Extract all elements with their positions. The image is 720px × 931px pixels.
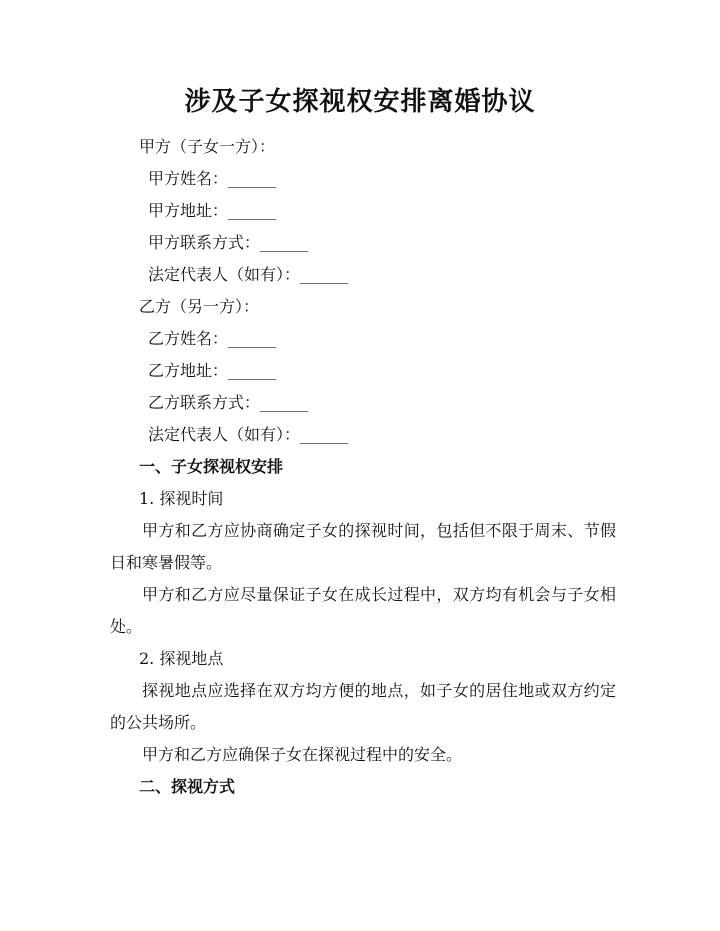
party-b-name: 乙方姓名：______ bbox=[148, 329, 277, 348]
party-b-contact: 乙方联系方式：______ bbox=[148, 393, 309, 412]
party-a-contact: 甲方联系方式：______ bbox=[148, 233, 309, 252]
section-1-heading: 一、子女探视权安排 bbox=[139, 457, 284, 476]
document-title: 涉及子女探视权安排离婚协议 bbox=[184, 87, 536, 117]
subsection-2-heading: 2. 探视地点 bbox=[139, 649, 224, 668]
party-b-representative: 法定代表人（如有）：______ bbox=[148, 425, 349, 444]
section-1-sub-2-paragraph-1: 探视地点应选择在双方均方便的地点，如子女的居住地或双方约定的公共场所。 bbox=[110, 681, 616, 732]
section-1-sub-1-paragraph-2: 甲方和乙方应尽量保证子女在成长过程中，双方均有机会与子女相处。 bbox=[110, 585, 616, 636]
subsection-1-heading: 1. 探视时间 bbox=[139, 489, 224, 508]
section-1-sub-1-paragraph-1: 甲方和乙方应协商确定子女的探视时间，包括但不限于周末、节假日和寒暑假等。 bbox=[110, 521, 616, 572]
party-a-name: 甲方姓名：______ bbox=[148, 169, 277, 188]
section-2-heading: 二、探视方式 bbox=[139, 777, 236, 796]
party-a-representative: 法定代表人（如有）：______ bbox=[148, 265, 349, 284]
party-b-heading: 乙方（另一方）： bbox=[139, 297, 260, 316]
party-b-address: 乙方地址：______ bbox=[148, 361, 277, 380]
party-a-address: 甲方地址：______ bbox=[148, 201, 277, 220]
section-1-sub-2-paragraph-2: 甲方和乙方应确保子女在探视过程中的安全。 bbox=[142, 745, 463, 764]
party-a-heading: 甲方（子女一方）： bbox=[139, 137, 276, 156]
